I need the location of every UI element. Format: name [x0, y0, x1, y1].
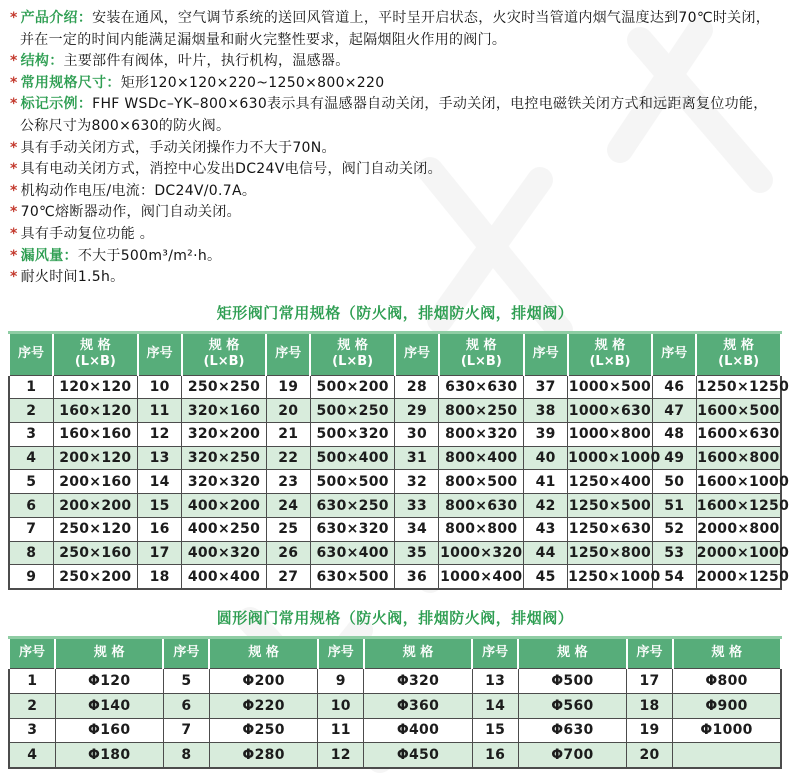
- table-row: [9, 693, 781, 718]
- spec-text: 机构动作电压/电流：DC24V/0.7A。: [20, 182, 257, 199]
- cell-spec: 200×160: [53, 470, 138, 494]
- cell-spec: 1000×800: [568, 423, 653, 447]
- cell-seq: 8: [9, 541, 53, 565]
- col-header-seq: 序号: [524, 332, 568, 375]
- cell-seq: 38: [524, 399, 568, 423]
- bullet-asterisk: *: [10, 96, 18, 113]
- cell-spec: Φ1000: [673, 718, 781, 743]
- cell-seq: 11: [138, 399, 182, 423]
- cell-spec: 1600×800: [696, 446, 781, 470]
- cell-spec: Φ220: [209, 693, 317, 718]
- spec-line: [10, 138, 784, 160]
- col-header-spec: [439, 332, 524, 375]
- bullet-asterisk: *: [10, 247, 18, 264]
- bullet-asterisk: *: [10, 74, 18, 91]
- cell-spec: 2000×800: [696, 517, 781, 541]
- col-header-spec-line2: (L×B): [203, 354, 245, 370]
- spec-text: 安装在通风，空气调节系统的送回风管道上，平时呈开启状态，火灾时当管道内烟气温度达到70℃时关闭，: [92, 10, 771, 26]
- table-row: [9, 565, 781, 589]
- cell-spec: 160×160: [53, 423, 138, 447]
- bullet-asterisk: *: [10, 53, 18, 70]
- spec-line: [10, 267, 784, 289]
- cell-spec: 1250×1250: [696, 375, 781, 399]
- spec-text: 并在一定的时间内能满足漏烟量和耐火完整性要求，起隔烟阻火作用的阀门。: [20, 31, 507, 48]
- spec-line: [10, 202, 784, 224]
- cell-seq: 33: [395, 494, 439, 518]
- cell-spec: Φ320: [364, 668, 472, 693]
- col-header-spec-line1: 规 格: [93, 645, 125, 661]
- cell-spec: 1600×1250: [696, 494, 781, 518]
- col-header-spec: [673, 637, 781, 668]
- cell-seq: 31: [395, 446, 439, 470]
- cell-spec: 630×250: [310, 494, 395, 518]
- cell-spec: 800×500: [439, 470, 524, 494]
- col-header-spec: [696, 332, 781, 375]
- col-header-spec: [182, 332, 267, 375]
- cell-spec: 200×120: [53, 446, 138, 470]
- cell-spec: 1000×630: [568, 399, 653, 423]
- cell-spec: Φ560: [518, 693, 626, 718]
- col-header-spec-line1: 规 格: [80, 338, 111, 354]
- cell-seq: 5: [9, 470, 53, 494]
- cell-seq: 39: [524, 423, 568, 447]
- cell-spec: 630×320: [310, 517, 395, 541]
- cell-spec: 800×320: [439, 423, 524, 447]
- cell-seq: 19: [627, 718, 673, 743]
- cell-spec: 250×160: [53, 541, 138, 565]
- rect-table-wrap: [0, 331, 790, 590]
- cell-spec: Φ800: [673, 668, 781, 693]
- cell-seq: 41: [524, 470, 568, 494]
- cell-spec: 800×400: [439, 446, 524, 470]
- cell-spec: 2000×1250: [696, 565, 781, 589]
- col-header-spec-line1: 规 格: [723, 338, 754, 354]
- cell-spec: Φ180: [55, 743, 163, 768]
- bullet-asterisk: *: [10, 182, 18, 199]
- spec-line: [10, 224, 784, 246]
- cell-seq: 43: [524, 517, 568, 541]
- cell-seq: 46: [652, 375, 696, 399]
- cell-seq: 26: [266, 541, 310, 565]
- col-header-seq: 序号: [9, 637, 55, 668]
- cell-seq: 54: [652, 565, 696, 589]
- cell-spec: 120×120: [53, 375, 138, 399]
- spec-text: FHF WSDc–YK–800×630表示具有温感器自动关闭，手动关闭，电控电磁铁关闭方式和远距离复位功能，: [92, 96, 768, 113]
- cell-spec: 1000×500: [568, 375, 653, 399]
- cell-spec: Φ450: [364, 743, 472, 768]
- cell-seq: 44: [524, 541, 568, 565]
- cell-spec: Φ120: [55, 668, 163, 693]
- cell-spec: 1250×630: [568, 517, 653, 541]
- spec-label: 标记示例：: [20, 96, 93, 113]
- cell-seq: 25: [266, 517, 310, 541]
- cell-seq: 5: [163, 668, 209, 693]
- cell-spec: 1000×1000: [568, 446, 653, 470]
- col-header-spec: [310, 332, 395, 375]
- spec-label: 漏风量：: [20, 247, 78, 264]
- cell-spec: Φ700: [518, 743, 626, 768]
- spec-line: [10, 116, 784, 138]
- col-header-spec-line2: (L×B): [74, 354, 116, 370]
- cell-seq: 35: [395, 541, 439, 565]
- spec-line: [10, 51, 784, 73]
- cell-seq: 15: [138, 494, 182, 518]
- cell-spec: 1000×320: [439, 541, 524, 565]
- spec-line: [10, 8, 784, 30]
- cell-seq: 17: [627, 668, 673, 693]
- cell-spec: Φ200: [209, 668, 317, 693]
- cell-seq: 48: [652, 423, 696, 447]
- bullet-asterisk: *: [10, 225, 18, 242]
- cell-seq: 1: [9, 668, 55, 693]
- cell-seq: 19: [266, 375, 310, 399]
- spec-line: [10, 181, 784, 203]
- round-valve-spec-table: [8, 636, 782, 769]
- cell-seq: 12: [138, 423, 182, 447]
- table-row: [9, 668, 781, 693]
- col-header-spec-line1: 规 格: [466, 338, 497, 354]
- spec-line: [10, 246, 784, 268]
- cell-spec: 160×120: [53, 399, 138, 423]
- cell-seq: 37: [524, 375, 568, 399]
- cell-seq: 52: [652, 517, 696, 541]
- spec-text: 具有手动复位功能 。: [20, 225, 155, 242]
- spec-line: [10, 94, 784, 116]
- cell-seq: 32: [395, 470, 439, 494]
- spec-text: 具有手动关闭方式，手动关闭操作力不大于70N。: [20, 139, 336, 156]
- cell-spec: 630×630: [439, 375, 524, 399]
- cell-seq: 51: [652, 494, 696, 518]
- cell-seq: 9: [318, 668, 364, 693]
- spec-text: 主要部件有阀体，叶片，执行机构，温感器。: [63, 53, 350, 70]
- col-header-seq: 序号: [395, 332, 439, 375]
- product-spec-list: [0, 0, 790, 289]
- col-header-seq: 序号: [138, 332, 182, 375]
- table-row: [9, 541, 781, 565]
- spec-text: 公称尺寸为800×630的防火阀。: [20, 117, 231, 134]
- cell-spec: 250×120: [53, 517, 138, 541]
- cell-spec: Φ630: [518, 718, 626, 743]
- rect-table-title: 矩形阀门常用规格（防火阀，排烟防火阀，排烟阀）: [216, 303, 574, 322]
- table-row: [9, 423, 781, 447]
- spec-label: 结构：: [20, 53, 64, 70]
- cell-spec: 400×400: [182, 565, 267, 589]
- col-header-spec: [568, 332, 653, 375]
- cell-seq: 34: [395, 517, 439, 541]
- spec-line: [10, 73, 784, 95]
- spec-line: [10, 30, 784, 52]
- col-header-seq: 序号: [266, 332, 310, 375]
- round-table-wrap: [0, 636, 790, 769]
- spec-label: 产品介绍：: [20, 10, 93, 26]
- cell-seq: 18: [627, 693, 673, 718]
- cell-seq: 13: [472, 668, 518, 693]
- cell-seq: 16: [472, 743, 518, 768]
- cell-seq: 12: [318, 743, 364, 768]
- cell-seq: 17: [138, 541, 182, 565]
- cell-spec: 400×250: [182, 517, 267, 541]
- spec-text: 矩形120×120×220~1250×800×220: [120, 74, 385, 91]
- cell-seq: 47: [652, 399, 696, 423]
- table-row: [9, 517, 781, 541]
- cell-seq: 40: [524, 446, 568, 470]
- cell-spec: 500×250: [310, 399, 395, 423]
- cell-seq: 4: [9, 743, 55, 768]
- cell-spec: 1600×630: [696, 423, 781, 447]
- spec-text: 耐火时间1.5h。: [20, 269, 125, 286]
- cell-seq: 2: [9, 399, 53, 423]
- cell-seq: 18: [138, 565, 182, 589]
- cell-spec: [673, 743, 781, 768]
- cell-seq: 21: [266, 423, 310, 447]
- cell-seq: 10: [318, 693, 364, 718]
- cell-spec: 500×320: [310, 423, 395, 447]
- table-row: [9, 470, 781, 494]
- table-row: [9, 375, 781, 399]
- cell-spec: 1250×400: [568, 470, 653, 494]
- cell-spec: 500×500: [310, 470, 395, 494]
- cell-spec: 800×250: [439, 399, 524, 423]
- col-header-seq: 序号: [318, 637, 364, 668]
- cell-spec: 320×320: [182, 470, 267, 494]
- table-row: [9, 399, 781, 423]
- table-row: [9, 494, 781, 518]
- col-header-spec-line1: 规 格: [248, 645, 279, 661]
- cell-seq: 42: [524, 494, 568, 518]
- cell-spec: 630×400: [310, 541, 395, 565]
- cell-seq: 14: [138, 470, 182, 494]
- round-table-title: 圆形阀门常用规格（防火阀，排烟防火阀，排烟阀）: [216, 608, 574, 627]
- cell-spec: 1250×800: [568, 541, 653, 565]
- col-header-seq: 序号: [472, 637, 518, 668]
- cell-seq: 10: [138, 375, 182, 399]
- cell-seq: 29: [395, 399, 439, 423]
- cell-seq: 7: [9, 517, 53, 541]
- cell-seq: 27: [266, 565, 310, 589]
- bullet-asterisk: *: [10, 204, 18, 221]
- cell-seq: 2: [9, 693, 55, 718]
- cell-spec: 2000×1000: [696, 541, 781, 565]
- spec-text: 70℃熔断器动作，阀门自动关闭。: [20, 204, 241, 221]
- cell-spec: 250×250: [182, 375, 267, 399]
- col-header-spec-line2: (L×B): [460, 354, 502, 370]
- col-header-seq: 序号: [9, 332, 53, 375]
- spec-label: 常用规格尺寸：: [20, 74, 121, 91]
- cell-seq: 49: [652, 446, 696, 470]
- table-row: [9, 718, 781, 743]
- bullet-asterisk: *: [10, 10, 18, 26]
- col-header-spec: [518, 637, 626, 668]
- cell-spec: 500×400: [310, 446, 395, 470]
- cell-spec: Φ160: [55, 718, 163, 743]
- cell-spec: 320×250: [182, 446, 267, 470]
- table-row: [9, 446, 781, 470]
- col-header-spec-line1: 规 格: [337, 338, 368, 354]
- cell-seq: 13: [138, 446, 182, 470]
- cell-seq: 20: [627, 743, 673, 768]
- col-header-spec-line1: 规 格: [402, 645, 434, 661]
- cell-seq: 6: [163, 693, 209, 718]
- cell-seq: 14: [472, 693, 518, 718]
- col-header-spec-line1: 规 格: [711, 645, 743, 661]
- col-header-seq: 序号: [627, 637, 673, 668]
- cell-seq: 28: [395, 375, 439, 399]
- cell-seq: 53: [652, 541, 696, 565]
- cell-spec: Φ500: [518, 668, 626, 693]
- cell-spec: 500×200: [310, 375, 395, 399]
- col-header-spec-line2: (L×B): [589, 354, 631, 370]
- cell-seq: 3: [9, 423, 53, 447]
- cell-spec: Φ280: [209, 743, 317, 768]
- col-header-spec-line1: 规 格: [557, 645, 588, 661]
- cell-spec: 320×200: [182, 423, 267, 447]
- col-header-spec-line2: (L×B): [332, 354, 374, 370]
- cell-seq: 11: [318, 718, 364, 743]
- col-header-spec-line1: 规 格: [208, 338, 240, 354]
- spec-text: 具有电动关闭方式，消控中心发出DC24V电信号，阀门自动关闭。: [20, 161, 442, 178]
- cell-spec: 1250×1000: [568, 565, 653, 589]
- cell-spec: 400×320: [182, 541, 267, 565]
- bullet-asterisk: *: [10, 139, 18, 156]
- cell-spec: Φ900: [673, 693, 781, 718]
- cell-seq: 3: [9, 718, 55, 743]
- cell-seq: 15: [472, 718, 518, 743]
- col-header-spec: [209, 637, 317, 668]
- cell-seq: 22: [266, 446, 310, 470]
- bullet-asterisk: *: [10, 161, 18, 178]
- col-header-seq: 序号: [652, 332, 696, 375]
- cell-seq: 8: [163, 743, 209, 768]
- cell-spec: 1250×500: [568, 494, 653, 518]
- cell-seq: 1: [9, 375, 53, 399]
- cell-spec: Φ400: [364, 718, 472, 743]
- cell-spec: 1000×400: [439, 565, 524, 589]
- cell-seq: 50: [652, 470, 696, 494]
- cell-seq: 23: [266, 470, 310, 494]
- cell-spec: Φ140: [55, 693, 163, 718]
- cell-seq: 24: [266, 494, 310, 518]
- cell-spec: 250×200: [53, 565, 138, 589]
- cell-spec: 630×500: [310, 565, 395, 589]
- col-header-spec: [364, 637, 472, 668]
- cell-spec: 800×630: [439, 494, 524, 518]
- cell-spec: 1600×1000: [696, 470, 781, 494]
- cell-seq: 6: [9, 494, 53, 518]
- table-row: [9, 743, 781, 768]
- cell-spec: Φ250: [209, 718, 317, 743]
- spec-text: 不大于500m³/m²·h。: [77, 247, 222, 264]
- col-header-seq: 序号: [163, 637, 209, 668]
- cell-seq: 4: [9, 446, 53, 470]
- spec-line: [10, 159, 784, 181]
- cell-spec: 1600×500: [696, 399, 781, 423]
- cell-seq: 36: [395, 565, 439, 589]
- rect-valve-spec-table: [8, 331, 790, 590]
- cell-seq: 45: [524, 565, 568, 589]
- col-header-spec: [55, 637, 163, 668]
- cell-spec: 400×200: [182, 494, 267, 518]
- cell-seq: 9: [9, 565, 53, 589]
- cell-seq: 16: [138, 517, 182, 541]
- cell-spec: 800×800: [439, 517, 524, 541]
- cell-seq: 20: [266, 399, 310, 423]
- cell-seq: 7: [163, 718, 209, 743]
- cell-seq: 30: [395, 423, 439, 447]
- col-header-spec-line1: 规 格: [594, 338, 626, 354]
- bullet-asterisk: *: [10, 269, 18, 286]
- col-header-spec: [53, 332, 138, 375]
- cell-spec: 320×160: [182, 399, 267, 423]
- cell-spec: 200×200: [53, 494, 138, 518]
- cell-spec: Φ360: [364, 693, 472, 718]
- col-header-spec-line2: (L×B): [718, 354, 760, 370]
